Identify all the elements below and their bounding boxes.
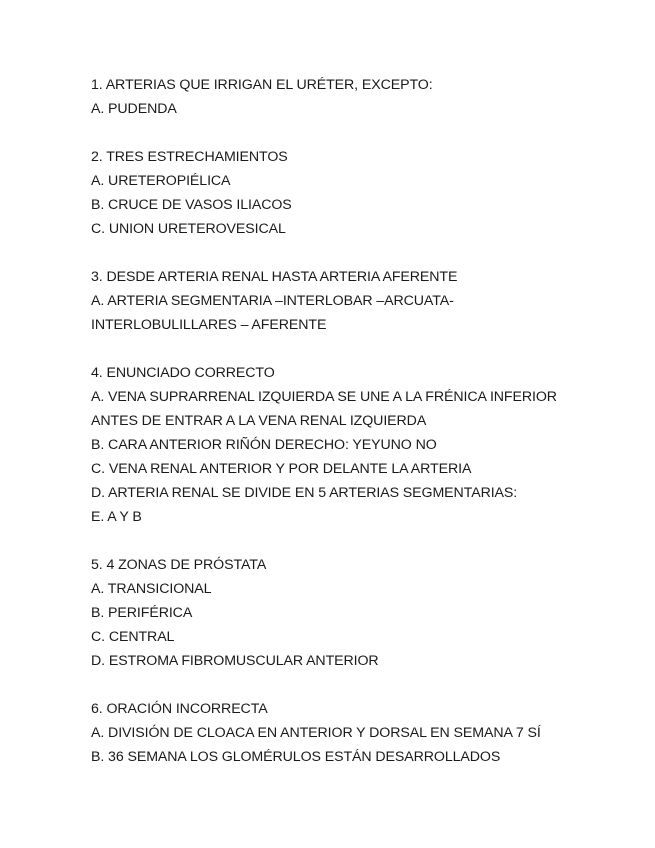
answer-line: B. 36 SEMANA LOS GLOMÉRULOS ESTÁN DESARROLLADOS (91, 749, 501, 765)
document-page (91, 73, 631, 793)
answer-line: A. URETEROPIÉLICA (91, 173, 231, 189)
answer-line: ANTES DE ENTRAR A LA VENA RENAL IZQUIERDA (91, 413, 427, 429)
answer-line: B. PERIFÉRICA (91, 605, 193, 621)
answer-line: E. A Y B (91, 509, 142, 525)
question-3 (91, 265, 631, 337)
question-title: 1. ARTERIAS QUE IRRIGAN EL URÉTER, EXCEPTO: (91, 77, 433, 93)
question-2 (91, 145, 631, 241)
answer-line: A. ARTERIA SEGMENTARIA –INTERLOBAR –ARCUATA- (91, 293, 454, 309)
question-4 (91, 361, 631, 529)
answer-line: A. DIVISIÓN DE CLOACA EN ANTERIOR Y DORSAL EN SEMANA 7 SÍ (91, 725, 541, 741)
answer-line: D. ESTROMA FIBROMUSCULAR ANTERIOR (91, 653, 379, 669)
question-title: 3. DESDE ARTERIA RENAL HASTA ARTERIA AFERENTE (91, 269, 458, 285)
question-1 (91, 73, 631, 121)
answer-line: C. CENTRAL (91, 629, 175, 645)
answer-line: B. CRUCE DE VASOS ILIACOS (91, 197, 292, 213)
question-6 (91, 697, 631, 769)
answer-line: A. PUDENDA (91, 101, 177, 117)
answer-line: A. VENA SUPRARRENAL IZQUIERDA SE UNE A LA FRÉNICA INFERIOR (91, 389, 557, 405)
question-title: 4. ENUNCIADO CORRECTO (91, 365, 275, 381)
answer-line: C. VENA RENAL ANTERIOR Y POR DELANTE LA ARTERIA (91, 461, 472, 477)
answer-line: INTERLOBULILLARES – AFERENTE (91, 317, 327, 333)
answer-line: B. CARA ANTERIOR RIÑÓN DERECHO: YEYUNO NO (91, 437, 437, 453)
question-5 (91, 553, 631, 673)
answer-line: D. ARTERIA RENAL SE DIVIDE EN 5 ARTERIAS SEGMENTARIAS: (91, 485, 518, 501)
question-title: 5. 4 ZONAS DE PRÓSTATA (91, 557, 267, 573)
answer-line: C. UNION URETEROVESICAL (91, 221, 286, 237)
answer-line: A. TRANSICIONAL (91, 581, 212, 597)
question-title: 2. TRES ESTRECHAMIENTOS (91, 149, 288, 165)
question-title: 6. ORACIÓN INCORRECTA (91, 701, 268, 717)
